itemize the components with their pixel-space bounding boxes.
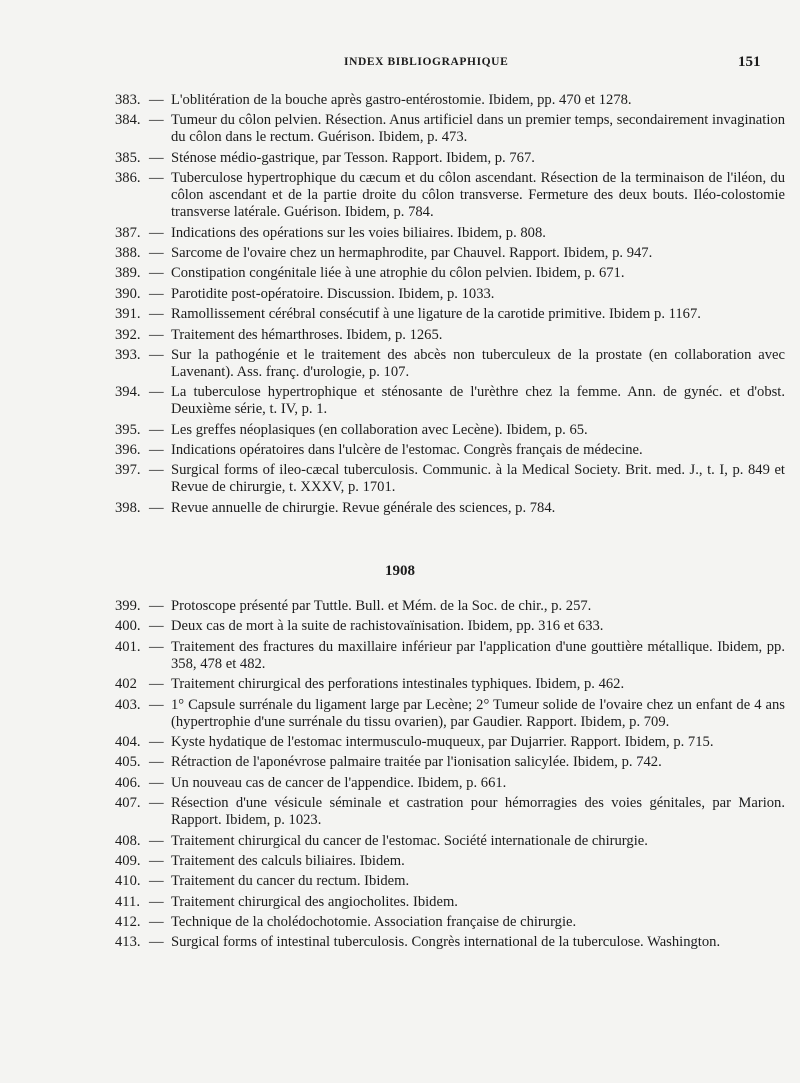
bibliography-entry: [115, 598, 785, 615]
entry-text: Sarcome de l'ovaire chez un hermaphrodite, par Chauvel. Rapport. Ibidem, p. 947.: [171, 244, 653, 261]
entry-number: 396.: [115, 442, 141, 459]
entry-number: 398.: [115, 499, 141, 516]
entry-number: 407.: [115, 795, 141, 812]
entry-dash: —: [149, 462, 164, 479]
entry-dash: —: [149, 346, 164, 363]
entry-text: Deux cas de mort à la suite de rachistovaïnisation. Ibidem, pp. 316 et 633.: [171, 618, 604, 635]
entry-text: Revue annuelle de chirurgie. Revue générale des sciences, p. 784.: [171, 499, 556, 516]
bibliography-entry: [115, 347, 785, 381]
entry-dash: —: [149, 285, 164, 302]
entry-dash: —: [149, 112, 164, 129]
entry-number: 413.: [115, 934, 141, 951]
entry-text: Rétraction de l'aponévrose palmaire traitée par l'ionisation salicylée. Ibidem, p. 742.: [171, 754, 662, 771]
entry-number: 386.: [115, 170, 141, 187]
entry-dash: —: [149, 754, 164, 771]
bibliography-entry: [115, 306, 785, 323]
entry-number: 395.: [115, 421, 141, 438]
bibliography-entry: [115, 754, 785, 771]
entry-dash: —: [149, 774, 164, 791]
entry-text: Tumeur du côlon pelvien. Résection. Anus artificiel dans un premier temps, secondairement invagination du côlon dans le rectum. Guérison. Ibidem, p. 473.: [171, 112, 785, 146]
entry-dash: —: [149, 170, 164, 187]
entry-text: Traitement chirurgical des perforations intestinales typhiques. Ibidem, p. 462.: [171, 676, 625, 693]
entry-text: Les greffes néoplasiques (en collaboration avec Lecène). Ibidem, p. 65.: [171, 421, 588, 438]
bibliography-entry: [115, 676, 785, 693]
entry-number: 412.: [115, 914, 141, 931]
entry-number: 399.: [115, 598, 141, 614]
entry-number: 411.: [115, 893, 140, 910]
entry-text: L'oblitération de la bouche après gastro-entérostomie. Ibidem, pp. 470 et 1278.: [171, 92, 632, 108]
bibliography-entry: [115, 384, 785, 418]
entry-dash: —: [149, 696, 164, 713]
year-heading: 1908: [385, 563, 415, 579]
entry-text: Indications opératoires dans l'ulcère de l'estomac. Congrès français de médecine.: [171, 442, 643, 459]
entry-number: 383.: [115, 92, 141, 108]
entry-number: 390.: [115, 285, 141, 302]
entry-number: 409.: [115, 852, 141, 869]
bibliography-entry: [115, 853, 785, 870]
entry-dash: —: [149, 421, 164, 438]
entry-dash: —: [149, 384, 164, 401]
entry-text: Protoscope présenté par Tuttle. Bull. et Mém. de la Soc. de chir., p. 257.: [171, 598, 592, 614]
entry-number: 387.: [115, 224, 141, 241]
entry-dash: —: [149, 638, 164, 655]
entry-number: 384.: [115, 112, 141, 129]
entry-dash: —: [149, 893, 164, 910]
entry-number: 408.: [115, 832, 141, 849]
entry-number: 385.: [115, 149, 141, 166]
entry-number: 401.: [115, 638, 141, 655]
entry-number: 393.: [115, 346, 141, 363]
entry-text: Traitement chirurgical du cancer de l'estomac. Société internationale de chirurgie.: [171, 832, 648, 849]
entry-text: Ramollissement cérébral consécutif à une ligature de la carotide primitive. Ibidem p. 1167.: [171, 306, 701, 323]
bibliography-entry: [115, 914, 785, 931]
entry-number: 410.: [115, 873, 141, 890]
entry-text: Traitement des calculs biliaires. Ibidem.: [171, 852, 405, 869]
entry-text: Surgical forms of ileo-cæcal tuberculosis. Communic. à la Medical Society. Brit. med. J., t. I, p. 849 et Revue de chirurgie, t. XXXV, p. 1701.: [171, 462, 785, 496]
bibliography-entry: [115, 734, 785, 751]
entry-dash: —: [149, 265, 164, 282]
entry-text: Tuberculose hypertrophique du cæcum et du côlon ascendant. Résection de la terminaison de l'iléon, du côlon ascendant et de la partie droite du côlon transverse. Fermeture des deux bouts. Iléo-colostomie transverse latérale. Guérison. Ibidem, p. 784.: [171, 170, 785, 221]
bibliography-entry: [115, 225, 785, 242]
entry-dash: —: [149, 873, 164, 890]
entry-dash: —: [149, 852, 164, 869]
bibliography-entry: [115, 112, 785, 146]
entry-dash: —: [149, 326, 164, 343]
bibliography-entry: [115, 833, 785, 850]
entry-text: Traitement des fractures du maxillaire inférieur par l'application d'une gouttière métallique. Ibidem, pp. 358, 478 et 482.: [171, 638, 785, 672]
bibliography-entry: [115, 894, 785, 911]
entry-number: 397.: [115, 462, 141, 479]
entry-text: La tuberculose hypertrophique et sténosante de l'urèthre chez la femme. Ann. de gynéc. et d'obst. Deuxième série, t. IV, p. 1.: [171, 384, 785, 418]
entry-dash: —: [149, 92, 164, 108]
bibliography-entry: [115, 245, 785, 262]
bibliography-entry: [115, 170, 785, 221]
entry-number: 403.: [115, 696, 141, 713]
entry-dash: —: [149, 224, 164, 241]
entry-number: 406.: [115, 774, 141, 791]
bibliography-entry: [115, 327, 785, 344]
entry-text: Traitement des hémarthroses. Ibidem, p. 1265.: [171, 326, 443, 343]
entry-number: 400.: [115, 618, 141, 635]
bibliography-entry: [115, 500, 785, 517]
entry-dash: —: [149, 934, 164, 951]
entry-number: 404.: [115, 733, 141, 750]
entry-dash: —: [149, 795, 164, 812]
bibliography-entry: [115, 697, 785, 731]
bibliography-entry: [115, 873, 785, 890]
entry-text: Résection d'une vésicule séminale et castration pour hémorragies des voies génitales, par Marion. Rapport. Ibidem, p. 1023.: [171, 795, 785, 829]
entry-number: 391.: [115, 306, 141, 323]
bibliography-entry: [115, 442, 785, 459]
entry-dash: —: [149, 733, 164, 750]
entry-number: 394.: [115, 384, 141, 401]
entry-number: 388.: [115, 244, 141, 261]
entries-1908: [0, 598, 800, 955]
entry-text: 1° Capsule surrénale du ligament large par Lecène; 2° Tumeur solide de l'ovaire chez un enfant de 4 ans (hypertrophie d'une surrénale du tissu ovarien), par Gaudier. Rapport. Ibidem, p. 709.: [171, 696, 785, 730]
entry-dash: —: [149, 499, 164, 516]
entry-text: Parotidite post-opératoire. Discussion. Ibidem, p. 1033.: [171, 285, 495, 302]
bibliography-entry: [115, 934, 785, 951]
entry-text: Constipation congénitale liée à une atrophie du côlon pelvien. Ibidem, p. 671.: [171, 265, 625, 282]
entry-dash: —: [149, 442, 164, 459]
entry-dash: —: [149, 149, 164, 166]
entry-dash: —: [149, 306, 164, 323]
bibliography-entry: [115, 795, 785, 829]
bibliography-entry: [115, 286, 785, 303]
bibliography-entry: [115, 462, 785, 496]
entry-number: 402: [115, 676, 137, 693]
bibliography-entry: [115, 639, 785, 673]
entry-dash: —: [149, 914, 164, 931]
bibliography-entry: [115, 775, 785, 792]
entry-text: Traitement chirurgical des angiocholites. Ibidem.: [171, 893, 458, 910]
entry-text: Sur la pathogénie et le traitement des abcès non tuberculeux de la prostate (en collaboration avec Lavenant). Ass. franç. d'urologie, p. 107.: [171, 346, 785, 380]
entry-text: Traitement du cancer du rectum. Ibidem.: [171, 873, 410, 890]
entry-dash: —: [149, 244, 164, 261]
entry-dash: —: [149, 832, 164, 849]
entry-dash: —: [149, 618, 164, 635]
entry-number: 405.: [115, 754, 141, 771]
bibliography-entry: [115, 265, 785, 282]
running-title: INDEX BIBLIOGRAPHIQUE: [344, 56, 509, 68]
bibliography-entry: [115, 618, 785, 635]
entry-text: Indications des opérations sur les voies biliaires. Ibidem, p. 808.: [171, 224, 546, 241]
entry-text: Sténose médio-gastrique, par Tesson. Rapport. Ibidem, p. 767.: [171, 149, 535, 166]
entry-text: Un nouveau cas de cancer de l'appendice. Ibidem, p. 661.: [171, 774, 507, 791]
entry-text: Surgical forms of intestinal tuberculosis. Congrès international de la tuberculose. Washington.: [171, 934, 721, 951]
bibliography-entry: [115, 150, 785, 167]
entries-1907: [0, 92, 800, 520]
entry-text: Kyste hydatique de l'estomac intermusculo-muqueux, par Dujarrier. Rapport. Ibidem, p. 715.: [171, 733, 714, 750]
bibliography-entry: [115, 422, 785, 439]
entry-dash: —: [149, 598, 164, 614]
bibliography-entry: [115, 92, 785, 109]
entry-dash: —: [149, 676, 164, 693]
entry-text: Technique de la cholédochotomie. Association française de chirurgie.: [171, 914, 577, 931]
entry-number: 389.: [115, 265, 141, 282]
page-number: 151: [738, 54, 761, 70]
entry-number: 392.: [115, 326, 141, 343]
page-header: [0, 56, 800, 78]
